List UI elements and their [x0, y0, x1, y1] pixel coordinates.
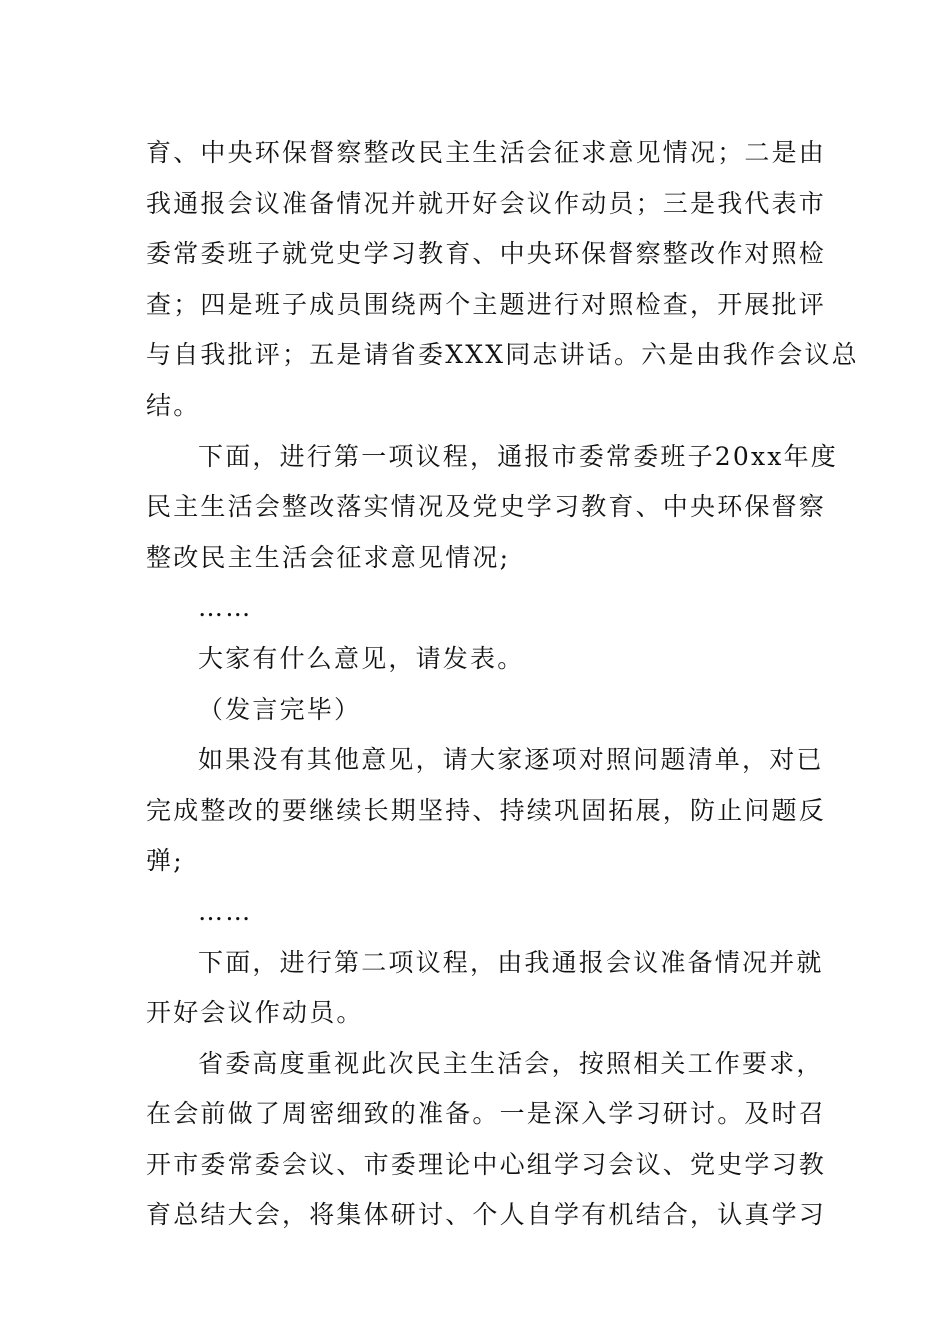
text-line: 开好会议作动员。 — [146, 998, 364, 1028]
document-body — [146, 128, 859, 1241]
text-line: 整改民主生活会征求意见情况; — [146, 542, 511, 572]
paragraph-start-line: 下面，进行第二项议程，由我通报会议准备情况并就 — [198, 947, 824, 977]
text-line: 开市委常委会议、市委理论中心组学习会议、党史学习教 — [146, 1149, 827, 1179]
stage-direction: （发言完毕） — [198, 694, 362, 724]
text-line: 结。 — [146, 390, 201, 420]
paragraph-start-line: 如果没有其他意见，请大家逐项对照问题清单，对已 — [198, 745, 824, 775]
paragraph-start-line: 省委高度重视此次民主生活会，按照相关工作要求， — [198, 1048, 824, 1078]
text-line: 育、中央环保督察整改民主生活会征求意见情况；二是由 — [146, 138, 827, 167]
ellipsis-line: …… — [198, 593, 253, 623]
text-line: 与自我批评；五是请省委XXX同志讲话。六是由我作会议总 — [146, 340, 859, 370]
text-line: 民主生活会整改落实情况及党史学习教育、中央环保督察 — [146, 492, 827, 522]
paragraph-start-line: 大家有什么意见，请发表。 — [198, 643, 525, 673]
ellipsis-line: …… — [198, 896, 253, 926]
text-line: 我通报会议准备情况并就开好会议作动员；三是我代表市 — [146, 188, 827, 218]
text-line: 在会前做了周密细致的准备。一是深入学习研讨。及时召 — [146, 1099, 827, 1129]
text-line: 育总结大会，将集体研讨、个人自学有机结合，认真学习 — [146, 1200, 827, 1230]
text-line: 完成整改的要继续长期坚持、持续巩固拓展，防止问题反 — [146, 795, 827, 825]
paragraph-start-line: 下面，进行第一项议程，通报市委常委班子20xx年度 — [198, 441, 839, 471]
text-line: 查；四是班子成员围绕两个主题进行对照检查，开展批评 — [146, 289, 827, 319]
text-line: 委常委班子就党史学习教育、中央环保督察整改作对照检 — [146, 239, 827, 269]
text-line: 弹; — [146, 846, 184, 876]
